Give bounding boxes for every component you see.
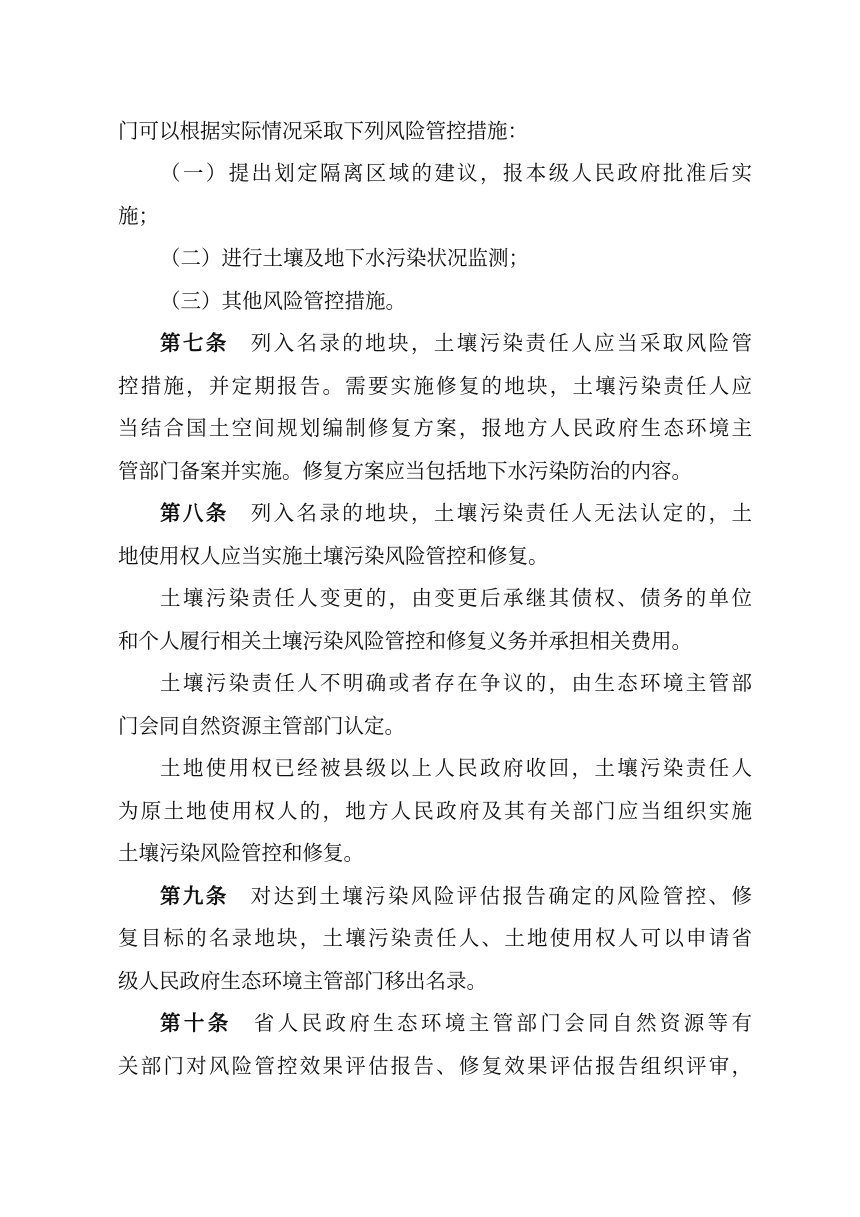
text-line: 复目标的名录地块，土壤污染责任人、土地使用权人可以申请省: [118, 926, 752, 950]
text-line: 土壤污染风险管控和修复。: [118, 841, 364, 865]
text-line: 土壤污染责任人变更的，由变更后承继其债权、债务的单位: [160, 586, 752, 610]
text-line: 当结合国土空间规划编制修复方案，报地方人民政府生态环境主: [118, 416, 752, 440]
article-number: 第七条: [160, 331, 229, 355]
text-line: 为原土地使用权人的，地方人民政府及其有关部门应当组织实施: [118, 799, 752, 823]
article-line: 第七条 列入名录的地块，土壤污染责任人应当采取风险管: [160, 331, 752, 355]
text-line: （三）其他风险管控措施。: [160, 289, 406, 313]
text-line: 和个人履行相关土壤污染风险管控和修复义务并承担相关费用。: [118, 629, 692, 653]
text-line: 地使用权人应当实施土壤污染风险管控和修复。: [118, 544, 549, 568]
article-number: 第九条: [160, 884, 229, 908]
text-line: （二）进行土壤及地下水污染状况监测；: [160, 246, 529, 270]
text-line: 土壤污染责任人不明确或者存在争议的，由生态环境主管部: [160, 671, 752, 695]
text-line: 门可以根据实际情况采取下列风险管控措施：: [118, 119, 528, 143]
text-line: 管部门备案并实施。修复方案应当包括地下水污染防治的内容。: [118, 459, 692, 483]
article-number: 第十条: [160, 1011, 232, 1035]
article-line: 第十条 省人民政府生态环境主管部门会同自然资源等有: [160, 1011, 753, 1035]
text-line: 门会同自然资源主管部门认定。: [118, 714, 405, 738]
text-line: 施；: [118, 204, 159, 228]
text-line: 级人民政府生态环境主管部门移出名录。: [118, 969, 487, 993]
article-line: 第九条 对达到土壤污染风险评估报告确定的风险管控、修: [160, 884, 752, 908]
article-number: 第八条: [160, 501, 229, 525]
article-line: 第八条 列入名录的地块，土壤污染责任人无法认定的，土: [160, 501, 752, 525]
text-line: 控措施，并定期报告。需要实施修复的地块，土壤污染责任人应: [118, 374, 752, 398]
text-line: （一）提出划定隔离区域的建议，报本级人民政府批准后实: [160, 161, 752, 185]
text-line: 关部门对风险管控效果评估报告、修复效果评估报告组织评审，: [118, 1054, 752, 1078]
text-line: 土地使用权已经被县级以上人民政府收回，土壤污染责任人: [160, 756, 752, 780]
